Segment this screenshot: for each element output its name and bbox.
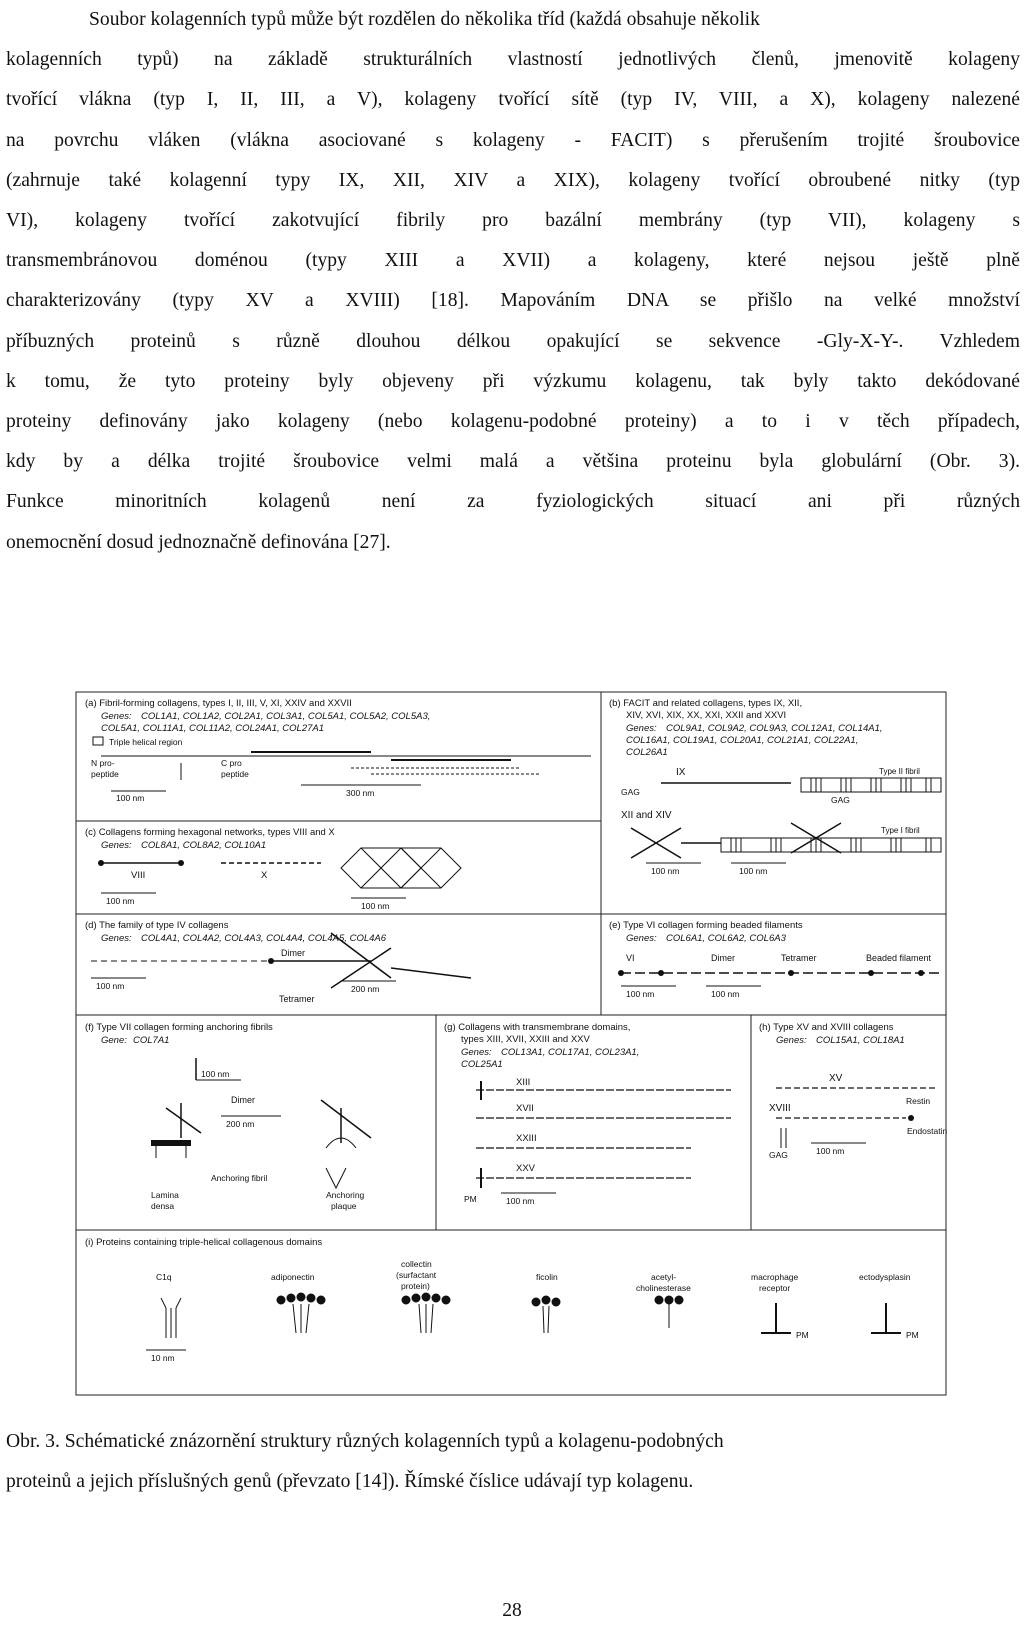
c1q-icon bbox=[161, 1298, 181, 1338]
ficolin-icon bbox=[532, 1296, 560, 1333]
panel-b-title: (b) FACIT and related collagens, types IX, XII, bbox=[609, 698, 803, 709]
panel-g-title: (g) Collagens with transmembrane domains, bbox=[444, 1022, 631, 1033]
panel-b-xii: XII and XIV bbox=[621, 810, 672, 821]
paragraph-line: VI), kolageny tvořící zakotvující fibrily pro bazální membrány (typ VII), kolageny s bbox=[6, 210, 1020, 231]
panel-g bbox=[444, 1022, 731, 1206]
panel-f-scale1: 100 nm bbox=[201, 1069, 230, 1079]
panel-f-plaque2: plaque bbox=[331, 1201, 357, 1211]
panel-e-scale2: 100 nm bbox=[711, 989, 740, 999]
panel-h-genes-label: Genes: bbox=[776, 1035, 807, 1046]
panel-i-ecto: ectodysplasin bbox=[859, 1272, 911, 1282]
hexagonal-network-icon bbox=[341, 848, 461, 888]
panel-e-scale1: 100 nm bbox=[626, 989, 655, 999]
panel-d-genes-label: Genes: bbox=[101, 933, 132, 944]
panel-a-cpro2: peptide bbox=[221, 769, 249, 779]
anchoring-plaque-icon bbox=[326, 1168, 346, 1188]
bead-icon bbox=[618, 970, 624, 976]
panel-a-scale2: 300 nm bbox=[346, 788, 375, 798]
paragraph-line: příbuzných proteinů s různě dlouhou délkou opakující se sekvence -Gly-X-Y-. Vzhledem bbox=[6, 331, 1020, 352]
panel-h-genes: COL15A1, COL18A1 bbox=[816, 1035, 905, 1046]
collagen-schematic bbox=[71, 688, 951, 1400]
triple-helix-key-icon bbox=[93, 737, 103, 745]
gag-chain-icon bbox=[781, 1128, 786, 1148]
panel-i-pm1: PM bbox=[796, 1330, 809, 1340]
panel-c-scale1: 100 nm bbox=[106, 896, 135, 906]
page-number: 28 bbox=[502, 1600, 522, 1621]
panel-c-genes-label: Genes: bbox=[101, 840, 132, 851]
panel-i-pm2: PM bbox=[906, 1330, 919, 1340]
panel-i bbox=[85, 1237, 919, 1363]
panel-a-triple: Triple helical region bbox=[109, 737, 183, 747]
panel-h-restin: Restin bbox=[906, 1096, 931, 1106]
bead-icon bbox=[918, 970, 924, 976]
panel-g-xxv: XXV bbox=[516, 1163, 536, 1174]
panel-i-macro: macrophage bbox=[751, 1272, 799, 1282]
panel-f-dimer: Dimer bbox=[231, 1095, 255, 1105]
fibril-icon bbox=[721, 838, 941, 852]
panel-c bbox=[85, 827, 461, 911]
panel-a-npro: N pro- bbox=[91, 758, 115, 768]
panel-g-xvii: XVII bbox=[516, 1103, 534, 1114]
paragraph-line: na povrchu vláken (vlákna asociované s kolageny - FACIT) s přerušením trojité šroubovice bbox=[6, 130, 1020, 151]
panel-g-scale: 100 nm bbox=[506, 1196, 535, 1206]
panel-b-genes3: COL26A1 bbox=[626, 747, 668, 758]
panel-g-genes2: COL25A1 bbox=[461, 1059, 503, 1070]
panel-b-genes: COL9A1, COL9A2, COL9A3, COL12A1, COL14A1, bbox=[666, 723, 883, 734]
bead-icon bbox=[658, 970, 664, 976]
paragraph-line: tvořící vlákna (typ I, II, III, a V), kolageny tvořící sítě (typ IV, VIII, a X), kolageny nalezené bbox=[6, 89, 1020, 110]
panel-f-title: (f) Type VII collagen forming anchoring fibrils bbox=[85, 1022, 273, 1033]
panel-c-genes: COL8A1, COL8A2, COL10A1 bbox=[141, 840, 267, 851]
paragraph-line: proteiny definovány jako kolageny (nebo kolagenu-podobné proteiny) a to i v těch případech, bbox=[6, 411, 1020, 432]
panel-b-ix: IX bbox=[676, 767, 686, 778]
panel-g-genes: COL13A1, COL17A1, COL23A1, bbox=[501, 1047, 640, 1058]
globule-icon bbox=[98, 860, 104, 866]
panel-b-scale2: 100 nm bbox=[739, 866, 768, 876]
panel-d-genes: COL4A1, COL4A2, COL4A3, COL4A4, COL4A5, COL4A6 bbox=[141, 933, 387, 944]
panel-a-genes-label: Genes: bbox=[101, 711, 132, 722]
panel-d-title: (d) The family of type IV collagens bbox=[85, 920, 229, 931]
paragraph-line: charakterizovány (typy XV a XVIII) [18]. Mapováním DNA se přišlo na velké množství bbox=[6, 290, 1020, 311]
paragraph-line: kolagenních typů) na základě strukturálních vlastností jednotlivých členů, jmenovitě kolageny bbox=[6, 49, 1020, 70]
panel-c-title: (c) Collagens forming hexagonal networks, types VIII and X bbox=[85, 827, 335, 838]
panel-a-scale1: 100 nm bbox=[116, 793, 145, 803]
panel-c-viii: VIII bbox=[131, 870, 146, 881]
panel-h bbox=[759, 1022, 947, 1160]
paragraph-line: kdy by a délka trojité šroubovice velmi malá a většina proteinu byla globulární (Obr. 3). bbox=[6, 451, 1020, 472]
paragraph-line: Funkce minoritních kolagenů není za fyziologických situací ani při různých bbox=[6, 491, 1020, 512]
panel-i-scale: 10 nm bbox=[151, 1353, 175, 1363]
globule-icon bbox=[178, 860, 184, 866]
paragraph-line: (zahrnuje také kolagenní typy IX, XII, XIV a XIX), kolageny tvořící obroubené nitky (typ bbox=[6, 170, 1020, 191]
panel-b bbox=[609, 698, 941, 876]
panel-i-c1q: C1q bbox=[156, 1272, 172, 1282]
panel-a-cpro: C pro bbox=[221, 758, 242, 768]
bead-icon bbox=[788, 970, 794, 976]
caption-line: Obr. 3. Schématické znázornění struktury různých kolagenních typů a kolagenu-podobných bbox=[6, 1431, 724, 1452]
panel-e-genes: COL6A1, COL6A2, COL6A3 bbox=[666, 933, 786, 944]
panel-b-genes2: COL16A1, COL19A1, COL20A1, COL21A1, COL22A1, bbox=[626, 735, 859, 746]
panel-i-adiponectin: adiponectin bbox=[271, 1272, 315, 1282]
panel-b-gag: GAG bbox=[621, 787, 640, 797]
panel-f-lamina: Lamina bbox=[151, 1190, 179, 1200]
panel-i-macro2: receptor bbox=[759, 1283, 791, 1293]
panel-d-dimer: Dimer bbox=[281, 948, 305, 958]
panel-i-ache2: cholinesterase bbox=[636, 1283, 691, 1293]
panel-f-genes-label: Gene: bbox=[101, 1035, 127, 1046]
panel-a-title: (a) Fibril-forming collagens, types I, II, III, V, XI, XXIV and XXVII bbox=[85, 698, 352, 709]
panel-e-beaded: Beaded filament bbox=[866, 953, 932, 963]
panel-g-genes-label: Genes: bbox=[461, 1047, 492, 1058]
panel-a-npro2: peptide bbox=[91, 769, 119, 779]
panel-e bbox=[609, 920, 941, 999]
panel-g-xxiii: XXIII bbox=[516, 1133, 537, 1144]
collectin-icon bbox=[402, 1293, 450, 1333]
panel-g-xiii: XIII bbox=[516, 1077, 531, 1088]
panel-h-title: (h) Type XV and XVIII collagens bbox=[759, 1022, 894, 1033]
panel-b-typefibril1: Type II fibril bbox=[879, 767, 920, 776]
lamina-densa-icon bbox=[151, 1140, 191, 1146]
panel-f-genes: COL7A1 bbox=[133, 1035, 170, 1046]
panel-f-plaque: Anchoring bbox=[326, 1190, 365, 1200]
tetramer-arm bbox=[391, 968, 471, 978]
collagen-figure bbox=[71, 688, 951, 1400]
panel-e-genes-label: Genes: bbox=[626, 933, 657, 944]
panel-h-xviii: XVIII bbox=[769, 1103, 791, 1114]
ectodysplasin-icon bbox=[871, 1303, 901, 1333]
paragraph-line: Soubor kolagenních typů může být rozdělen do několika tříd (každá obsahuje několik bbox=[89, 9, 760, 30]
fibril-arm bbox=[321, 1100, 371, 1138]
paragraph-line: onemocnění dosud jednoznačně definována [27]. bbox=[6, 532, 391, 553]
macrophage-receptor-icon bbox=[761, 1303, 791, 1333]
panel-h-gag: GAG bbox=[769, 1150, 788, 1160]
figure-caption bbox=[6, 1422, 1020, 1502]
panel-i-title: (i) Proteins containing triple-helical collagenous domains bbox=[85, 1237, 323, 1248]
panel-b-typefibril2: Type I fibril bbox=[881, 826, 920, 835]
panel-a-genes: COL1A1, COL1A2, COL2A1, COL3A1, COL5A1, COL5A2, COL5A3, bbox=[141, 711, 431, 722]
panel-i-collectin3: protein) bbox=[401, 1281, 430, 1291]
panel-e-dimer: Dimer bbox=[711, 953, 735, 963]
panel-f-lamina2: densa bbox=[151, 1201, 175, 1211]
panel-f-scale2: 200 nm bbox=[226, 1119, 255, 1129]
panel-c-scale2: 100 nm bbox=[361, 901, 390, 911]
panel-d bbox=[85, 920, 471, 1004]
panel-b-gag2: GAG bbox=[831, 795, 850, 805]
caption-line: proteinů a jejich příslušných genů (převzato [14]). Římské číslice udávají typ kolagenu. bbox=[6, 1471, 694, 1492]
fibril-striations bbox=[731, 838, 931, 852]
panel-d-scale2: 200 nm bbox=[351, 984, 380, 994]
panel-d-tetramer: Tetramer bbox=[279, 994, 315, 1004]
endostatin-icon bbox=[908, 1115, 914, 1121]
fibril-striations bbox=[811, 778, 931, 792]
panel-h-scale: 100 nm bbox=[816, 1146, 845, 1156]
panel-f-fibril: Anchoring fibril bbox=[211, 1173, 268, 1183]
panel-f bbox=[85, 1022, 371, 1211]
acetylcholinesterase-icon bbox=[655, 1296, 683, 1328]
panel-h-endostatin: Endostatin bbox=[907, 1126, 948, 1136]
panel-g-title2: types XIII, XVII, XXIII and XXV bbox=[461, 1034, 590, 1045]
panel-c-x: X bbox=[261, 870, 268, 881]
panel-i-ficolin: ficolin bbox=[536, 1272, 558, 1282]
panel-e-vi: VI bbox=[626, 953, 635, 963]
panel-g-pm: PM bbox=[464, 1194, 477, 1204]
tetramer-arm bbox=[331, 948, 391, 988]
paragraph-line: transmembránovou doménou (typy XIII a XVII) a kolageny, které nejsou ještě plně bbox=[6, 250, 1020, 271]
panel-h-xv: XV bbox=[829, 1073, 843, 1084]
panel-i-collectin: collectin bbox=[401, 1259, 432, 1269]
panel-i-collectin2: (surfactant bbox=[396, 1270, 437, 1280]
panel-a bbox=[85, 698, 591, 803]
dimer-arm bbox=[166, 1108, 201, 1133]
panel-e-tetramer: Tetramer bbox=[781, 953, 817, 963]
panel-a-genes2: COL5A1, COL11A1, COL11A2, COL24A1, COL27A1 bbox=[101, 723, 325, 734]
adiponectin-icon bbox=[277, 1293, 325, 1333]
panel-e-title: (e) Type VI collagen forming beaded filaments bbox=[609, 920, 803, 931]
bead-icon bbox=[868, 970, 874, 976]
panel-b-genes-label: Genes: bbox=[626, 723, 657, 734]
panel-d-scale1: 100 nm bbox=[96, 981, 125, 991]
panel-b-scale1: 100 nm bbox=[651, 866, 680, 876]
panel-i-ache: acetyl- bbox=[651, 1272, 677, 1282]
panel-b-title2: XIV, XVI, XIX, XX, XXI, XXII and XXVI bbox=[626, 710, 787, 721]
paragraph-line: k tomu, že tyto proteiny byly objeveny při výzkumu kolagenu, tak byly takto dekódované bbox=[6, 371, 1020, 392]
